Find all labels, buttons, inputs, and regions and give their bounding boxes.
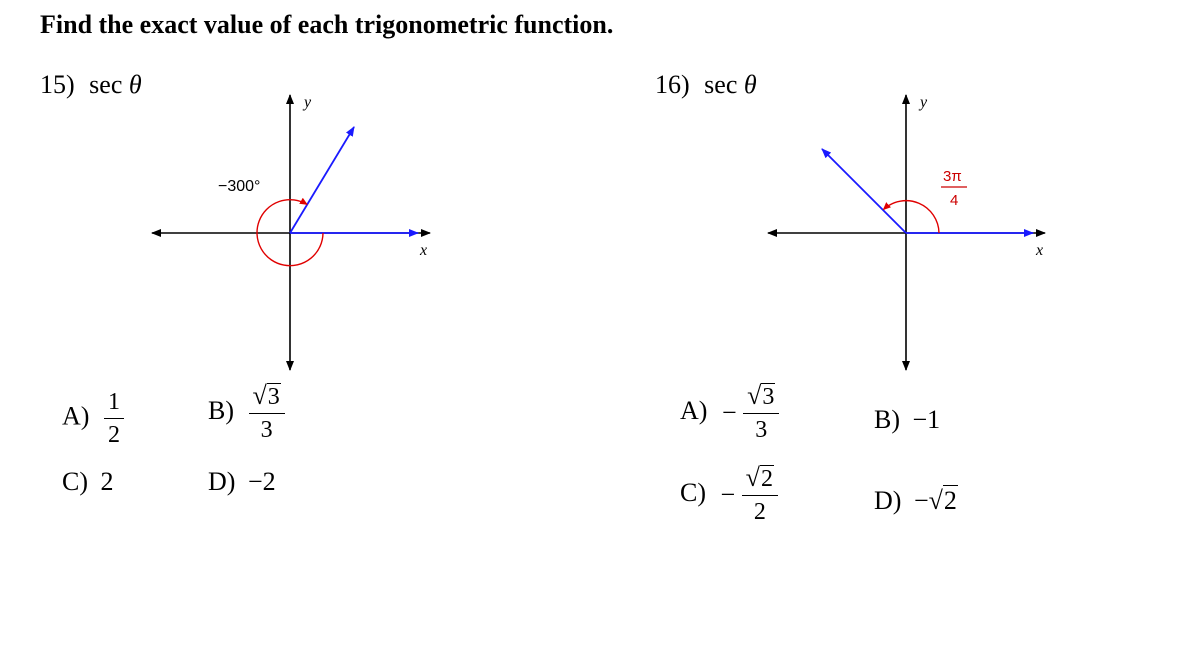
denominator: 2 [107, 422, 120, 448]
denominator: 2 [753, 499, 766, 525]
terminal-side [822, 149, 906, 233]
sqrt-icon: √ [928, 486, 943, 515]
angle-denominator: 4 [950, 192, 959, 209]
numerator [742, 462, 778, 496]
theta-symbol: θ [743, 70, 757, 99]
choice-b-15[interactable] [208, 380, 285, 446]
sqrt-icon: √ [252, 381, 267, 410]
fraction [742, 462, 778, 528]
choice-label: D) [208, 467, 236, 496]
choice-value: −2 [247, 467, 276, 496]
minus-sign: − [721, 398, 737, 427]
angle-numerator: 3π [943, 168, 962, 185]
choice-label: C) [680, 477, 706, 507]
y-axis-label: y [304, 94, 312, 111]
choice-c-16[interactable] [680, 462, 778, 528]
choice-label: B) [874, 405, 900, 434]
x-axis-label: x [1036, 242, 1044, 259]
denominator: 3 [260, 417, 273, 443]
choice-label: A) [62, 401, 90, 431]
choice-d-15[interactable] [208, 467, 276, 497]
problem-number: 16) [655, 70, 690, 99]
fraction [249, 380, 285, 446]
choice-value: −1 [912, 405, 941, 434]
numerator: 1 [104, 386, 124, 419]
angle-arc [884, 201, 940, 233]
angle-label: −300° [218, 178, 261, 195]
radicand: 3 [762, 384, 775, 410]
choice-label: D) [874, 486, 902, 515]
minus-sign: − [913, 486, 929, 515]
choice-c-15[interactable] [62, 467, 114, 497]
function-name: sec [89, 70, 123, 99]
numerator [249, 380, 285, 414]
choice-label: A) [680, 395, 708, 425]
choice-label: C) [62, 467, 88, 496]
sqrt-icon: √ [745, 463, 760, 492]
choice-d-16[interactable] [874, 486, 958, 516]
radicand: 2 [943, 486, 957, 515]
numerator [743, 380, 779, 414]
minus-sign: − [720, 480, 736, 509]
choice-label: B) [208, 395, 234, 425]
function-name: sec [704, 70, 738, 99]
radicand: 3 [267, 384, 280, 410]
fraction [743, 380, 779, 446]
choice-b-16[interactable] [874, 405, 940, 435]
instructions-heading: Find the exact value of each trigonometric function. [40, 10, 614, 39]
y-axis-label: y [920, 94, 928, 111]
x-axis-label: x [420, 242, 428, 259]
problem-number: 15) [40, 70, 75, 99]
choice-value: 2 [100, 467, 114, 496]
choice-a-15[interactable] [62, 386, 124, 451]
radicand: 2 [760, 466, 773, 492]
choice-a-16[interactable] [680, 380, 779, 446]
fraction [104, 386, 124, 451]
denominator: 3 [755, 417, 768, 443]
sqrt-icon: √ [747, 381, 762, 410]
theta-symbol: θ [128, 70, 142, 99]
